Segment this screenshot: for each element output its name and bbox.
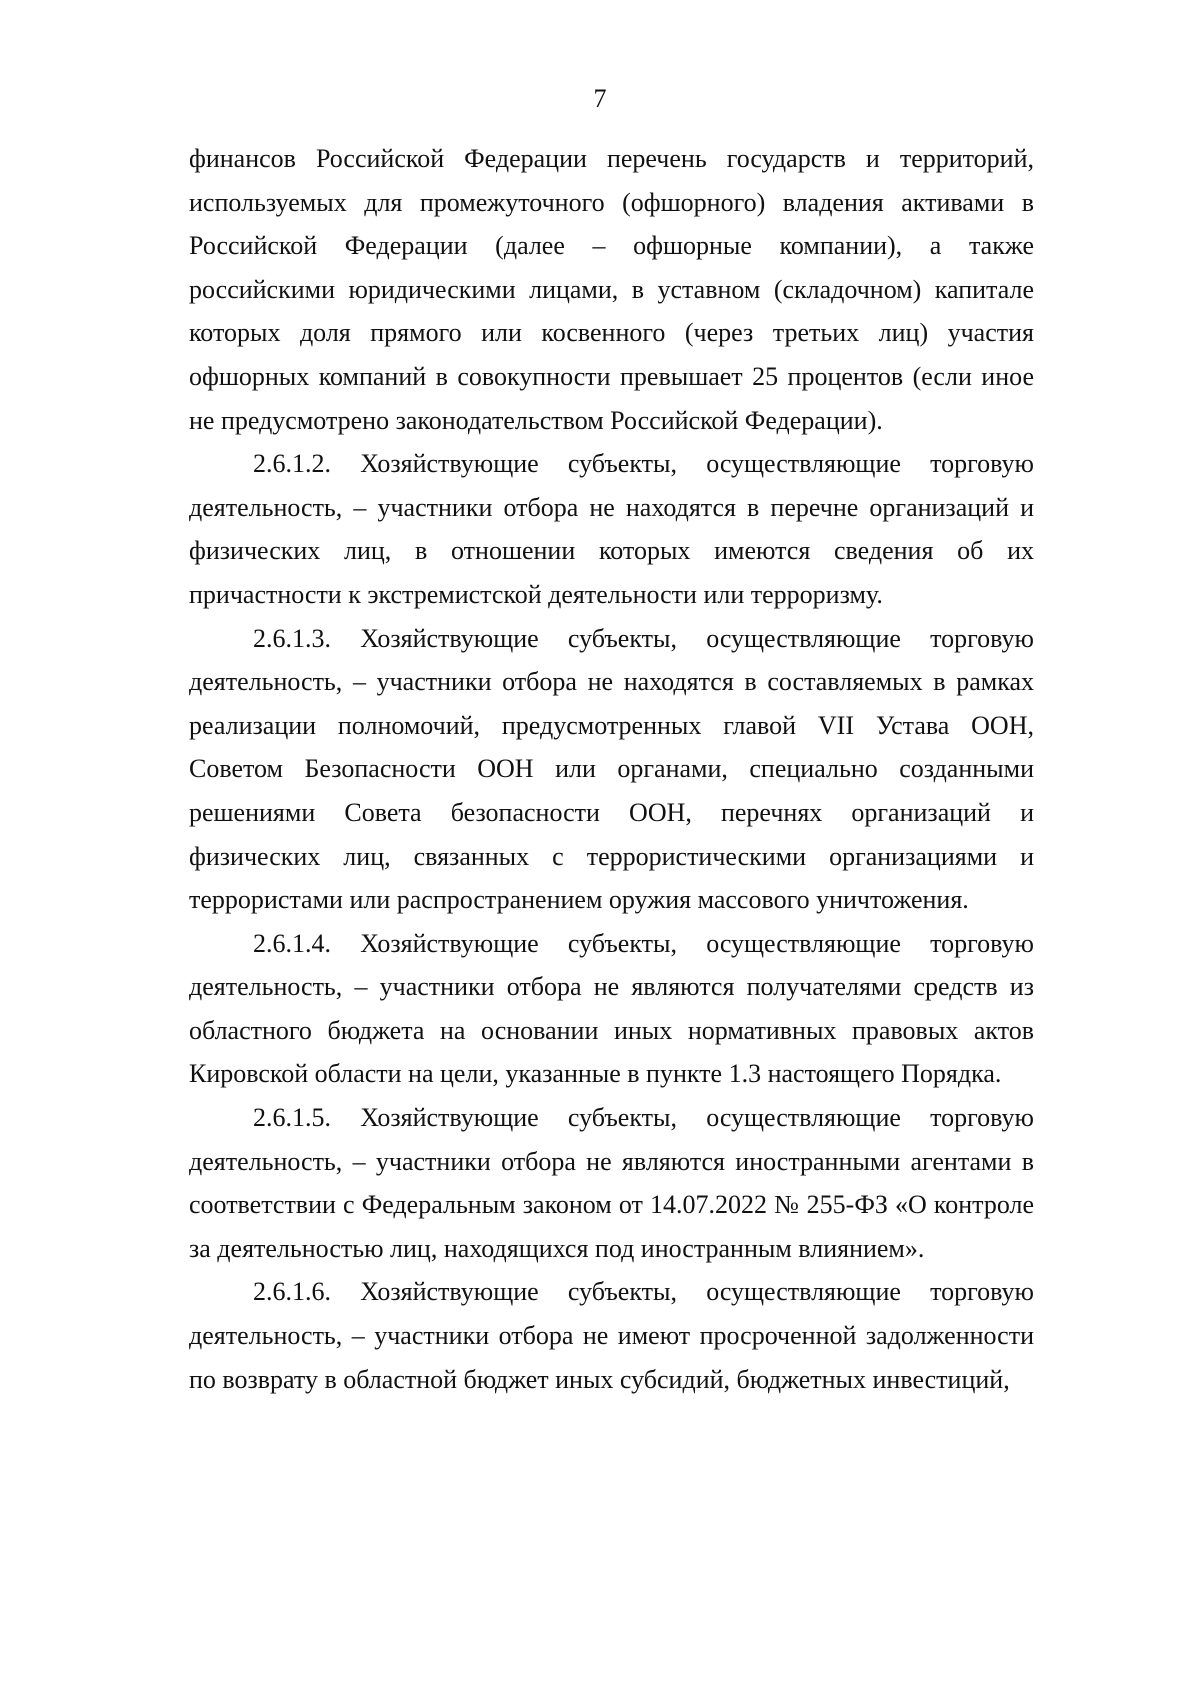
document-body: [189, 137, 1034, 1401]
page-number: 7: [593, 84, 607, 113]
paragraph-2-6-1-2: 2.6.1.2. Хозяйствующие субъекты, осуществляющие торговую деятельность, – участники отбора не находятся в перечне организаций и физических лиц, в отношении которых имеются сведения об их причастности к экстремистской деятельности или терроризму.: [189, 449, 1034, 609]
paragraph-2-6-1-4: 2.6.1.4. Хозяйствующие субъекты, осуществляющие торговую деятельность, – участники отбора не являются получателями средств из областного бюджета на основании иных нормативных правовых актов Кировской области на цели, указанные в пункте 1.3 настоящего Порядка.: [189, 928, 1034, 1089]
paragraph-2-6-1-6: 2.6.1.6. Хозяйствующие субъекты, осуществляющие торговую деятельность, – участники отбора не имеют просроченной задолженности по возврату в областной бюджет иных субсидий, бюджетных инвестиций,: [189, 1277, 1034, 1394]
paragraph-offshore-continuation: финансов Российской Федерации перечень государств и территорий, используемых для промежуточного (офшорного) владения активами в Российской Федерации (далее – офшорные компании), а также российскими юридическими лицами, в уставном (складочном) капитале которых доля прямого или косвенного (через третьих лиц) участия офшорных компаний в совокупности превышает 25 процентов (если иное не предусмотрено законодательством Российской Федерации).: [189, 144, 1034, 435]
paragraph-2-6-1-3: 2.6.1.3. Хозяйствующие субъекты, осуществляющие торговую деятельность, – участники отбора не находятся в составляемых в рамках реализации полномочий, предусмотренных главой VII Устава ООН, Советом Безопасности ООН или органами, специально созданными решениями Совета безопасности ООН, перечнях организаций и физических лиц, связанных с террористическими организациями и террористами или распространением оружия массового уничтожения.: [189, 623, 1034, 915]
paragraph-2-6-1-5: 2.6.1.5. Хозяйствующие субъекты, осуществляющие торговую деятельность, – участники отбора не являются иностранными агентами в соответствии с Федеральным законом от 14.07.2022 № 255-ФЗ «О контроле за деятельностью лиц, находящихся под иностранным влиянием».: [189, 1103, 1034, 1263]
